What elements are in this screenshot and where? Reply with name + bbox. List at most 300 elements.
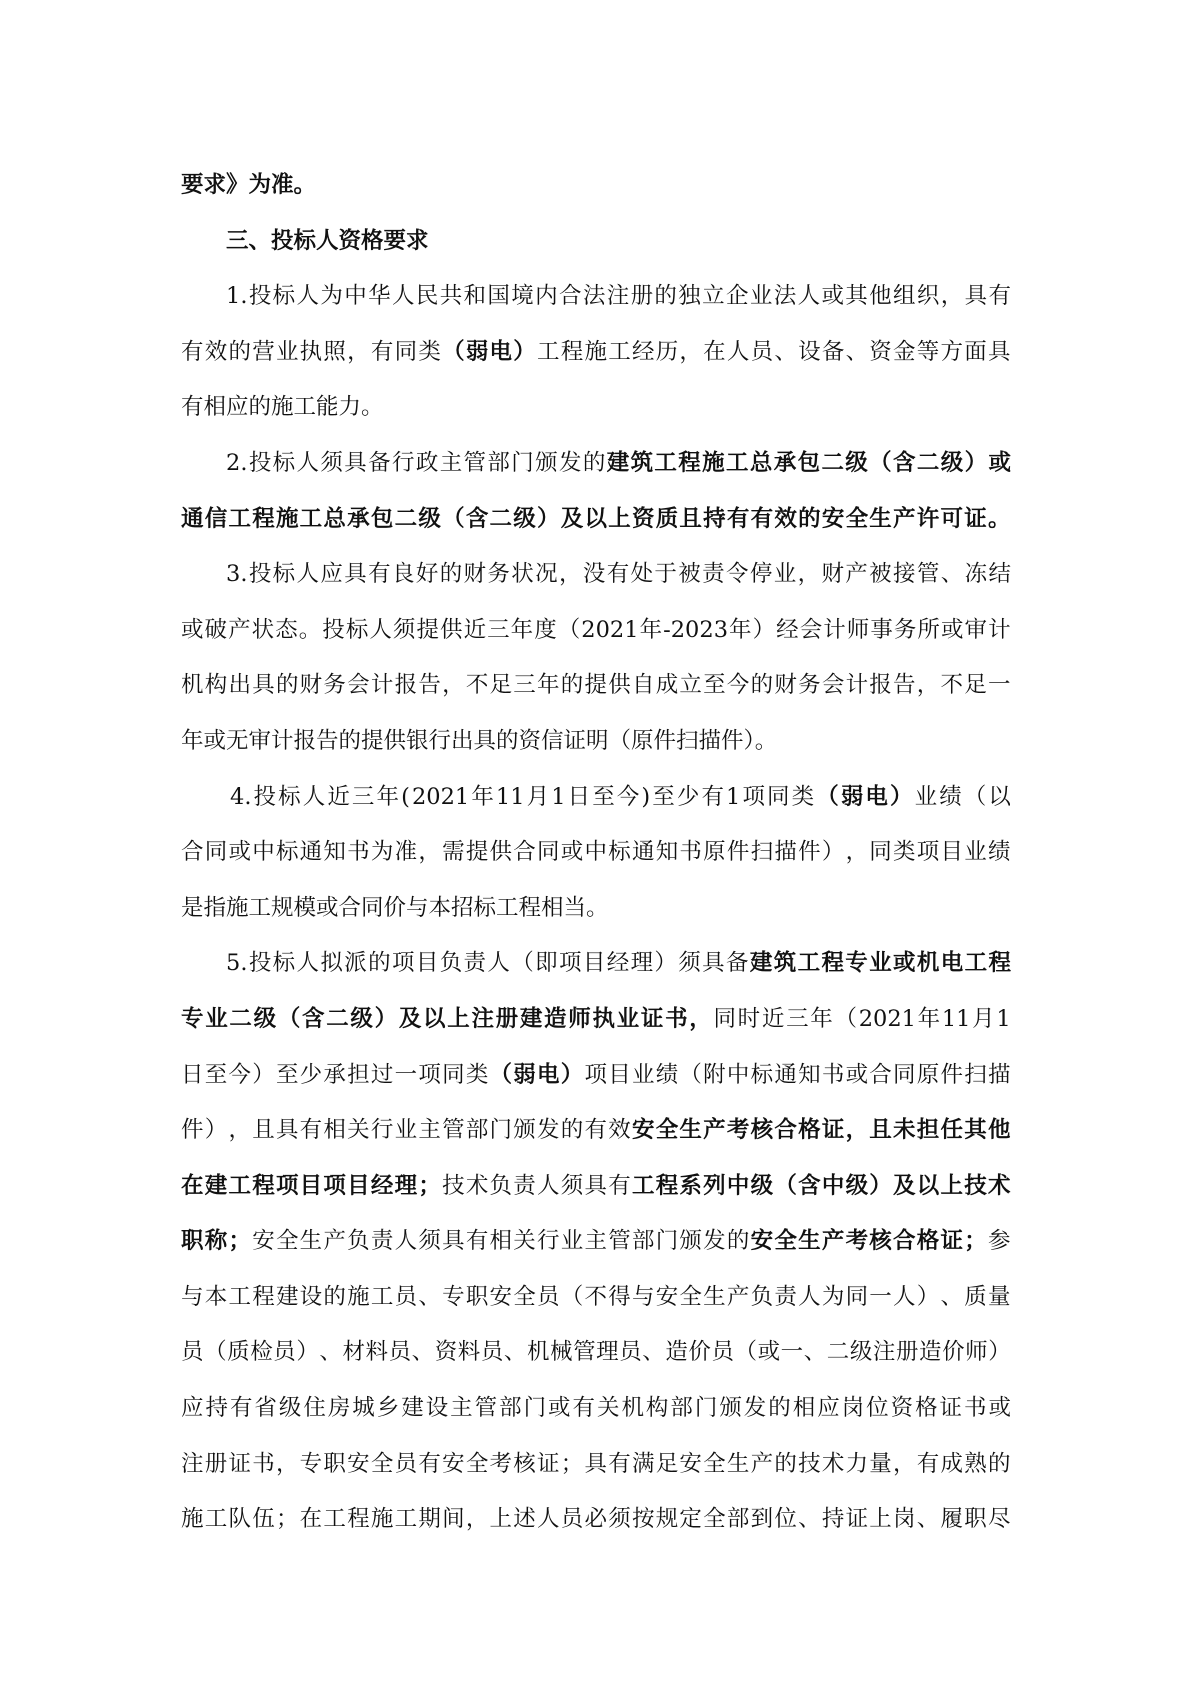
text-glyph: 师 [965,1339,988,1366]
text-glyph: 工 [228,505,251,532]
text-glyph: 二 [326,1005,349,1032]
text-glyph: 业 [275,338,299,365]
text-glyph: 、 [418,1283,441,1310]
text-glyph: 核 [513,1450,536,1477]
text-glyph: 为 [370,839,394,866]
text-glyph: 投 [322,616,345,643]
text-glyph: 少 [676,783,700,810]
text-glyph: 不 [584,1283,607,1310]
text-glyph: 构 [645,1395,669,1422]
text-glyph: 料 [457,1339,481,1366]
text-glyph: ） [296,1339,319,1366]
text-glyph: 承 [347,505,370,532]
text-glyph: 面 [964,338,987,365]
text-segment: 是指施工规模或合同价与本招标工程相当。 [181,894,609,921]
text-glyph: 会 [799,616,823,643]
text-glyph: 安 [679,1450,702,1477]
text-glyph: 项 [916,839,940,866]
text-glyph: 会 [347,672,370,699]
text-glyph: 技 [442,1172,465,1199]
text-glyph: 二 [916,449,940,476]
text-glyph: 职 [465,1283,489,1310]
text-line [181,825,1011,881]
text-glyph: 的 [560,672,584,699]
text-glyph: 三 [487,616,510,643]
text-glyph: 告 [893,672,916,699]
text-glyph: 合 [869,1061,892,1088]
text-glyph: 位 [866,1395,889,1422]
text-glyph: 的 [987,1450,1011,1477]
text-glyph: 财 [774,672,797,699]
text-glyph: 发 [703,1228,726,1255]
text-glyph: 一 [780,1339,804,1366]
text-glyph: 的 [798,505,821,532]
text-glyph: 历 [655,338,679,365]
text-glyph: ； [418,1172,441,1199]
text-glyph: ， [442,672,465,699]
text-glyph: 同 [394,338,418,365]
text-glyph: 、 [411,1339,435,1366]
text-line [181,936,1011,992]
text-glyph: 工 [394,1506,418,1533]
text-glyph: 理 [596,1339,619,1366]
text-glyph: 通 [181,505,204,532]
text-glyph: ， [845,1117,869,1144]
text-glyph: 职 [964,1506,987,1533]
text-glyph: 安 [347,1450,370,1477]
text-glyph: 为 [320,283,343,310]
text-glyph: ， [347,338,370,365]
text-glyph: （ [277,1005,301,1032]
text-glyph: 书 [347,839,370,866]
text-glyph: 注 [181,1450,204,1477]
text-glyph: 承 [323,1061,346,1088]
text-glyph: 接 [893,561,916,588]
text-glyph: 金 [893,338,916,365]
text-glyph: 具 [584,1450,607,1477]
text-glyph: 职 [323,1450,346,1477]
text-glyph: 不 [940,672,964,699]
text-glyph: 理 [630,950,654,977]
text-glyph: 同 [537,839,560,866]
text-glyph: 全 [679,1283,702,1310]
text-glyph: 责 [463,950,487,977]
text-line [181,603,1011,659]
text-glyph: 原 [916,1061,940,1088]
text-glyph: 项 [391,950,415,977]
text-glyph: 信 [204,505,228,532]
text-glyph: 破 [204,616,228,643]
text-glyph: 提 [584,672,607,699]
document-body [181,158,1011,1548]
text-glyph: 况 [535,561,558,588]
text-glyph: 安 [821,505,845,532]
text-glyph: 具 [275,1117,299,1144]
text-glyph: 和 [463,283,487,310]
text-glyph: 一 [869,1283,892,1310]
text-glyph: 上 [608,505,631,532]
text-glyph: 事 [870,616,893,643]
text-glyph: ， [679,338,702,365]
text-glyph: 包 [370,505,394,532]
text-glyph: 年 [810,1005,833,1032]
text-glyph: （ [963,783,987,810]
text-glyph: 考 [489,1450,513,1477]
text-glyph: 电 [940,950,964,977]
text-glyph: 投 [248,950,272,977]
text-glyph: 人 [394,1228,418,1255]
text-glyph: 书 [665,1005,688,1032]
text-glyph: 有 [606,561,630,588]
text-glyph: 工 [299,505,323,532]
text-line [181,1492,1011,1548]
text-glyph: 供 [608,672,631,699]
text-glyph: 生 [299,1228,323,1255]
text-glyph: 有 [750,505,774,532]
text-glyph: 与 [181,1283,204,1310]
text-glyph: 中 [726,1172,750,1199]
text-glyph: 相 [323,1117,346,1144]
text-glyph: 知 [655,839,679,866]
text-glyph: 建 [401,1395,424,1422]
text-glyph: 、 [803,1339,827,1366]
text-glyph: 报 [394,672,418,699]
text-glyph: 持 [821,1506,845,1533]
text-glyph: 一 [987,672,1011,699]
text-glyph: 术 [987,1172,1011,1199]
text-glyph: 同 [713,1005,736,1032]
text-glyph: ） [537,505,560,532]
text-glyph: 有 [608,1172,631,1199]
text-glyph: 员 [560,1506,584,1533]
text-glyph: 效 [774,505,797,532]
text-glyph: 产 [323,1228,346,1255]
text-glyph: 程 [252,1283,275,1310]
text-glyph: 近 [463,616,487,643]
text-glyph: 不 [465,672,489,699]
text-glyph: 法 [582,283,606,310]
text-glyph: 目 [347,1172,370,1199]
text-glyph: 须 [320,449,343,476]
text-glyph: 应 [181,1395,204,1422]
text-glyph: 月 [972,1005,995,1032]
text-glyph: 员 [711,1339,734,1366]
text-glyph: 状 [511,561,534,588]
text-glyph: 。 [298,616,322,643]
text-glyph: 为 [821,1283,845,1310]
text-glyph: 工 [370,1283,394,1310]
text-glyph: 投 [248,561,272,588]
text-glyph: 有 [988,283,1011,310]
text-glyph: 财 [299,672,323,699]
text-line [181,1048,1011,1104]
text-glyph: 管 [916,561,940,588]
text-glyph: 工 [654,449,677,476]
text-glyph: 停 [749,561,773,588]
text-line [181,992,1011,1048]
text-glyph: 年 [471,783,494,810]
text-glyph: 政 [415,449,439,476]
text-glyph: 级 [845,449,868,476]
text-glyph: 考 [845,1228,869,1255]
text-glyph: 项 [275,1172,299,1199]
text-glyph: 日 [567,783,591,810]
text-glyph: 11 [941,1005,971,1032]
text-glyph: ， [845,839,869,866]
text-glyph: 目 [415,950,439,977]
text-glyph: 至 [592,783,615,810]
text-glyph: 、 [940,1283,964,1310]
text-glyph: 含 [465,505,489,532]
text-glyph: 城 [352,1395,375,1422]
text-glyph: 1 [551,783,566,810]
text-glyph: 备 [368,449,391,476]
text-glyph: 价 [942,1339,965,1366]
text-glyph: 1 [996,1005,1011,1032]
text-glyph: 全 [703,1506,726,1533]
text-glyph: 电 [489,338,513,365]
text-glyph: 业 [773,561,797,588]
text-glyph: 处 [630,561,654,588]
text-glyph: 绩 [655,1061,679,1088]
text-glyph: 以 [584,505,607,532]
text-glyph: 设 [425,1395,449,1422]
text-glyph: 工 [797,950,821,977]
text-glyph: 项 [584,1061,607,1088]
text-glyph: 生 [869,505,892,532]
text-glyph: 房 [327,1395,351,1422]
text-glyph: 通 [631,839,655,866]
text-glyph: 业 [560,1228,584,1255]
text-glyph: 良 [391,561,415,588]
text-glyph: 间 [442,1506,465,1533]
text-glyph: 目 [582,950,606,977]
text-glyph: 中 [344,283,367,310]
text-glyph: 结 [988,561,1011,588]
text-glyph: 中 [584,839,607,866]
text-glyph: 材 [342,1339,365,1366]
text-glyph: 经 [631,338,655,365]
text-glyph: 册 [895,1339,919,1366]
text-line [181,1103,1011,1159]
text-glyph: 全 [370,1450,394,1477]
text-glyph: 合 [893,1228,916,1255]
text-glyph: 系 [679,1172,702,1199]
text-glyph: 备 [726,950,749,977]
text-glyph: 须 [678,950,701,977]
text-glyph: 绩 [939,783,962,810]
text-glyph: 件 [798,839,821,866]
text-glyph: ） [964,449,988,476]
text-glyph: 术 [465,1172,489,1199]
text-glyph: 工 [228,1172,251,1199]
text-glyph: 包 [797,449,821,476]
text-glyph: 标 [272,283,296,310]
text-glyph: 量 [987,1283,1011,1310]
text-glyph: 好 [415,561,439,588]
text-glyph: 年 [537,672,560,699]
text-glyph: 等 [916,338,940,365]
text-glyph: 人 [296,950,320,977]
text-glyph: 令 [726,561,749,588]
text-glyph: 设 [299,1283,323,1310]
text-glyph: 有 [701,783,724,810]
text-glyph: 人 [296,283,320,310]
text-line [181,1214,1011,1270]
text-glyph: 的 [439,561,463,588]
text-glyph: 程 [252,1172,275,1199]
text-glyph: 被 [678,561,701,588]
text-glyph: 到 [750,1506,774,1533]
text-glyph: 程 [988,950,1011,977]
text-glyph: 具 [584,1172,607,1199]
text-glyph: 工 [323,1506,346,1533]
text-glyph: 专 [442,1283,465,1310]
text-glyph: 的 [654,283,677,310]
text-glyph: 准 [394,839,418,866]
text-glyph: 部 [670,1395,693,1422]
text-glyph: 拟 [320,950,343,977]
text-glyph: 弱 [840,783,864,810]
text-glyph: （ [560,1283,584,1310]
text-glyph: 发 [743,1395,767,1422]
text-glyph: 告 [418,672,441,699]
text-glyph: 工 [537,338,560,365]
text-glyph: 位 [774,1506,797,1533]
text-glyph: 负 [750,1283,774,1310]
text-glyph: 任 [940,1117,964,1144]
text-glyph: ， [558,561,582,588]
text-glyph: 投 [253,783,277,810]
text-glyph: 员 [619,1339,642,1366]
text-glyph: 施 [370,1506,394,1533]
text-glyph: 设 [798,338,821,365]
text-glyph: 级 [849,1339,873,1366]
text-glyph: 标 [608,839,631,866]
text-glyph: 产 [750,1450,774,1477]
text-glyph: 部 [487,449,510,476]
text-glyph: ， [275,1450,299,1477]
text-glyph: 相 [792,1395,816,1422]
text-glyph: 的 [368,950,391,977]
text-line [181,1437,1011,1493]
text-glyph: 规 [655,1506,679,1533]
text-glyph: 担 [347,1061,370,1088]
text-glyph: 生 [726,1450,750,1477]
text-glyph: 类 [791,783,815,810]
text-glyph: 国 [487,283,510,310]
text-glyph: 同 [869,839,892,866]
text-glyph: 管 [474,1395,498,1422]
text-glyph: 共 [439,283,463,310]
text-glyph: 级 [940,449,964,476]
text-glyph: 造 [665,1339,688,1366]
text-glyph: 业 [869,950,892,977]
text-glyph: 织 [916,283,940,310]
text-glyph: 有 [916,1450,940,1477]
text-glyph: ； [964,1228,987,1255]
text-glyph: 理 [394,1172,418,1199]
text-glyph: 按 [631,1506,655,1533]
text-glyph: 2021 [581,616,639,643]
text-glyph: 照 [323,338,346,365]
text-glyph: 人 [537,1506,560,1533]
text-glyph: 或 [988,1395,1011,1422]
text-glyph: 、 [916,1506,940,1533]
text-line [181,547,1011,603]
text-glyph: 投 [248,449,272,476]
text-glyph: ； [275,1506,299,1533]
text-glyph: 标 [272,950,296,977]
text-glyph: 二 [821,449,844,476]
text-glyph: 年 [917,1005,941,1032]
text-glyph: 证 [939,1395,963,1422]
text-glyph: 目 [608,1061,631,1088]
text-glyph: 书 [821,1061,845,1088]
text-glyph: 产 [703,1117,726,1144]
text-glyph: 全 [513,1283,536,1310]
text-glyph: 建 [204,1172,228,1199]
text-glyph: 全 [655,1117,679,1144]
text-glyph: 书 [679,839,702,866]
text-glyph: 级 [253,1005,277,1032]
text-glyph: 标 [278,783,301,810]
text-glyph: 证 [640,1005,664,1032]
text-glyph: 期 [418,1506,441,1533]
text-glyph: 建 [519,1005,543,1032]
text-glyph: 造 [919,1339,942,1366]
text-glyph: 件 [181,1117,204,1144]
text-glyph: 业 [616,1005,640,1032]
text-glyph: 有 [418,1450,441,1477]
text-glyph: 上 [940,1172,964,1199]
text-glyph: 格 [916,1228,940,1255]
text-glyph: 三 [786,1005,809,1032]
text-glyph: 可 [940,505,964,532]
text-glyph: 机 [916,950,940,977]
text-glyph: ， [797,561,821,588]
text-glyph: 资 [890,1395,914,1422]
text-glyph: ） [374,1005,398,1032]
text-glyph: 描 [987,1061,1011,1088]
text-glyph: ， [893,1450,916,1477]
text-glyph: 在 [299,1506,323,1533]
text-glyph: 生 [703,1283,726,1310]
text-glyph: 及 [893,1172,916,1199]
text-glyph: 成 [940,1450,964,1477]
text-glyph: 格 [798,1117,821,1144]
text-glyph: 证 [228,1450,251,1477]
text-glyph: 程 [821,950,844,977]
text-glyph: 员 [273,1339,296,1366]
text-glyph: 施 [275,505,299,532]
text-glyph: 持 [205,1395,228,1422]
text-glyph: 门 [489,1117,513,1144]
text-glyph: 人 [537,1172,560,1199]
text-glyph: 通 [299,839,323,866]
text-glyph: 定 [679,1506,702,1533]
text-glyph: 以 [423,1005,446,1032]
text-glyph: 营 [252,338,275,365]
text-glyph: 人 [893,1283,916,1310]
text-glyph: 负 [347,1228,370,1255]
text-line [181,881,1011,937]
text-glyph: ） [869,1172,892,1199]
text-glyph: ； [560,1450,584,1477]
text-line [181,380,1011,436]
text-glyph: 产 [845,561,868,588]
text-line [181,658,1011,714]
